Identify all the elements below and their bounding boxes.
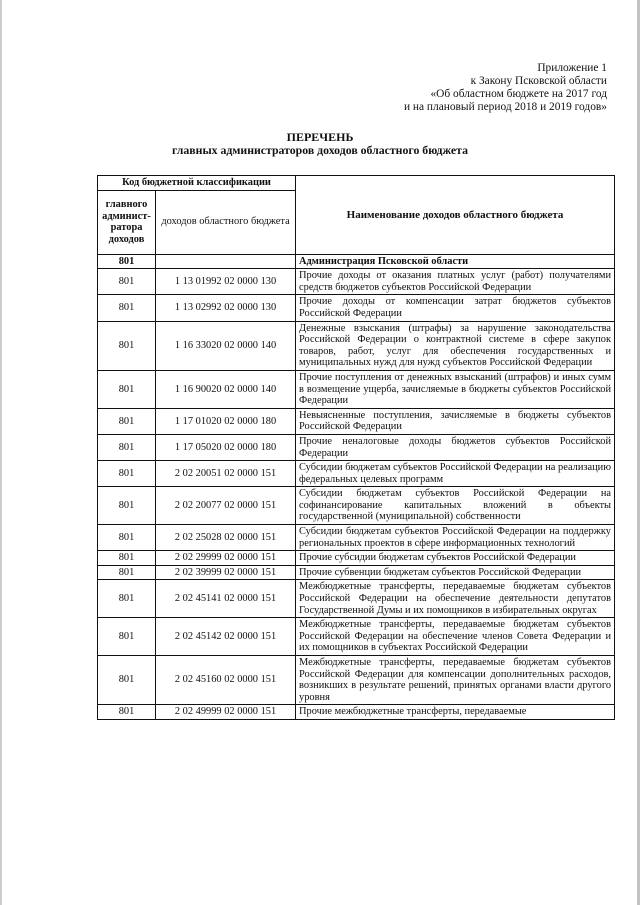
- row-budget-code: 2 02 39999 02 0000 151: [156, 565, 296, 580]
- row-budget-code: 2 02 20051 02 0000 151: [156, 461, 296, 487]
- table-row: [98, 705, 615, 720]
- row-income-name: Межбюджетные трансферты, передаваемые бюджетам субъектов Российской Федерации для компенсации дополнительных расходов, возникших в результате решений, принятых органами власти другого уровня: [296, 656, 615, 705]
- row-admin-code: 801: [98, 269, 156, 295]
- row-admin-code: 801: [98, 565, 156, 580]
- document-title: [0, 131, 640, 157]
- row-budget-code: 2 02 29999 02 0000 151: [156, 551, 296, 566]
- title-main: ПЕРЕЧЕНЬ: [286, 130, 354, 144]
- table-row: [98, 321, 615, 370]
- row-admin-code: 801: [98, 461, 156, 487]
- table-row: [98, 269, 615, 295]
- row-admin-code: 801: [98, 618, 156, 656]
- row-admin-code: 801: [98, 370, 156, 408]
- section-code: 801: [98, 254, 156, 269]
- row-income-name: Прочие поступления от денежных взысканий (штрафов) и иных сумм в возмещение ущерба, зачисляемые в бюджеты субъектов Российской Федерации: [296, 370, 615, 408]
- table-row: [98, 295, 615, 321]
- row-income-name: Субсидии бюджетам субъектов Российской Федерации на поддержку региональных проектов в сфере информационных технологий: [296, 525, 615, 551]
- row-budget-code: 2 02 49999 02 0000 151: [156, 705, 296, 720]
- appendix-note: [347, 62, 607, 114]
- appendix-line-2: к Закону Псковской области: [470, 75, 607, 87]
- row-admin-code: 801: [98, 551, 156, 566]
- table-row: [98, 434, 615, 460]
- row-admin-code: 801: [98, 656, 156, 705]
- row-income-name: Прочие субсидии бюджетам субъектов Российской Федерации: [296, 551, 615, 566]
- row-budget-code: 2 02 45160 02 0000 151: [156, 656, 296, 705]
- row-admin-code: 801: [98, 487, 156, 525]
- row-budget-code: 1 16 33020 02 0000 140: [156, 321, 296, 370]
- row-admin-code: 801: [98, 321, 156, 370]
- row-income-name: Субсидии бюджетам субъектов Российской Федерации на реализацию федеральных целевых программ: [296, 461, 615, 487]
- row-budget-code: 2 02 20077 02 0000 151: [156, 487, 296, 525]
- row-admin-code: 801: [98, 705, 156, 720]
- row-admin-code: 801: [98, 295, 156, 321]
- row-budget-code: 2 02 45141 02 0000 151: [156, 580, 296, 618]
- row-budget-code: 1 13 01992 02 0000 130: [156, 269, 296, 295]
- row-budget-code: 1 17 01020 02 0000 180: [156, 408, 296, 434]
- row-admin-code: 801: [98, 408, 156, 434]
- section-row: [98, 254, 615, 269]
- header-row-group: [98, 176, 615, 191]
- row-income-name: Невыясненные поступления, зачисляемые в бюджеты субъектов Российской Федерации: [296, 408, 615, 434]
- row-income-name: Денежные взыскания (штрафы) за нарушение законодательства Российской Федерации о контрактной системе в сфере закупок товаров, работ, услуг для обеспечения государственных и муниципальных нужд для нужд субъектов Российской Федерации: [296, 321, 615, 370]
- row-income-name: Прочие доходы от оказания платных услуг (работ) получателями средств бюджетов субъектов Российской Федерации: [296, 269, 615, 295]
- header-code-cell: доходов областного бюджета: [156, 190, 296, 254]
- table-row: [98, 487, 615, 525]
- appendix-line-3: «Об областном бюджете на 2017 год: [430, 88, 607, 100]
- table-row: [98, 551, 615, 566]
- row-income-name: Межбюджетные трансферты, передаваемые бюджетам субъектов Российской Федерации на обеспечение членов Совета Федерации и их помощников в субъектах Российской Федерации: [296, 618, 615, 656]
- row-budget-code: 1 13 02992 02 0000 130: [156, 295, 296, 321]
- row-income-name: Прочие неналоговые доходы бюджетов субъектов Российской Федерации: [296, 434, 615, 460]
- row-income-name: Прочие межбюджетные трансферты, передаваемые: [296, 705, 615, 720]
- table-row: [98, 565, 615, 580]
- row-income-name: Прочие доходы от компенсации затрат бюджетов субъектов Российской Федерации: [296, 295, 615, 321]
- table-row: [98, 580, 615, 618]
- row-budget-code: 2 02 45142 02 0000 151: [156, 618, 296, 656]
- header-admin-cell: главного админист-ратора доходов: [98, 190, 156, 254]
- row-admin-code: 801: [98, 525, 156, 551]
- row-budget-code: 1 17 05020 02 0000 180: [156, 434, 296, 460]
- table-row: [98, 370, 615, 408]
- appendix-line-4: и на плановый период 2018 и 2019 годов»: [403, 101, 607, 113]
- row-income-name: Межбюджетные трансферты, передаваемые бюджетам субъектов Российской Федерации на обеспечение деятельности депутатов Государственной Думы и их помощников в избирательных округах: [296, 580, 615, 618]
- section-name: Администрация Псковской области: [296, 254, 615, 269]
- row-budget-code: 1 16 90020 02 0000 140: [156, 370, 296, 408]
- table-row: [98, 656, 615, 705]
- header-group-cell: Код бюджетной классификации: [98, 176, 296, 191]
- appendix-line-1: Приложение 1: [537, 62, 607, 74]
- table-row: [98, 618, 615, 656]
- row-income-name: Прочие субвенции бюджетам субъектов Российской Федерации: [296, 565, 615, 580]
- row-budget-code: 2 02 25028 02 0000 151: [156, 525, 296, 551]
- row-income-name: Субсидии бюджетам субъектов Российской Федерации на софинансирование капитальных вложений в объекты государственной (муниципальной) собственности: [296, 487, 615, 525]
- header-name-cell: Наименование доходов областного бюджета: [296, 176, 615, 255]
- row-admin-code: 801: [98, 434, 156, 460]
- table-row: [98, 525, 615, 551]
- row-admin-code: 801: [98, 580, 156, 618]
- title-sub: главных администраторов доходов областного бюджета: [172, 143, 468, 157]
- section-empty: [156, 254, 296, 269]
- administrators-table: [97, 175, 615, 720]
- table-row: [98, 461, 615, 487]
- table-row: [98, 408, 615, 434]
